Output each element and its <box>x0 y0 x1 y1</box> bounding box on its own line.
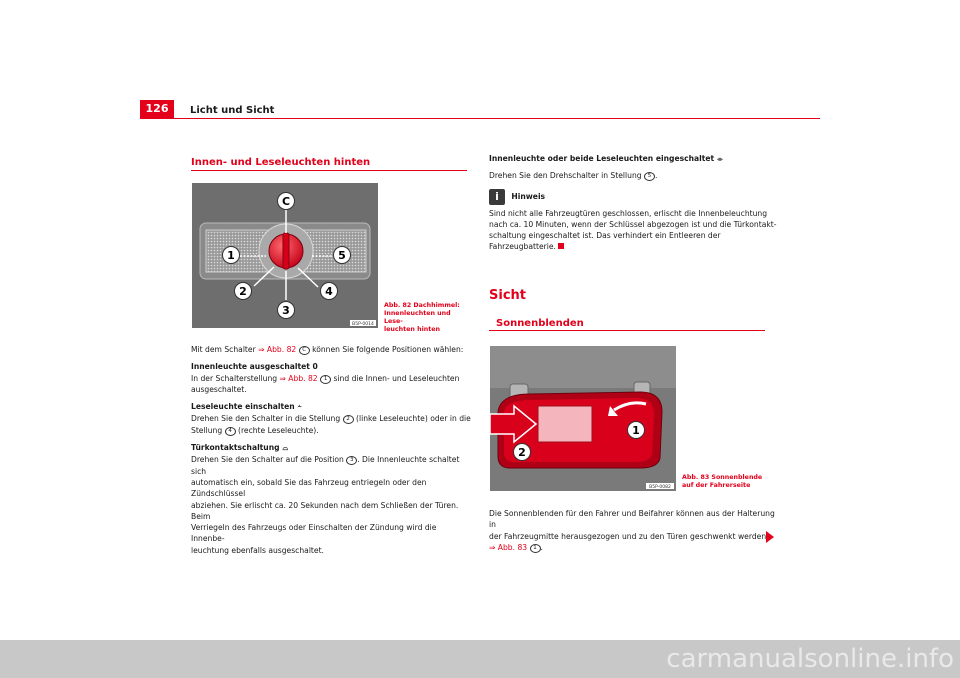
item3-body: Drehen Sie den Schalter auf die Position 3 . Die Innenleuchte schaltet sich automatisch ein, sobald Sie das Fahrzeug entriegeln oder den Zündschlüssel abziehen. Sie erlischt ca. 20 Sekunden nach dem Schließen der Türen. Beim Verriegeln des Fahrzeugs oder Einschalten der Zündung wird die Innenbe- leuchtung ebenfalls ausgeschaltet. <box>191 455 460 555</box>
door-contact-icon: ⌓ <box>282 444 289 453</box>
intro-text: Mit dem Schalter ⇒ Abb. 82 C können Sie folgende Positionen wählen: <box>191 345 464 354</box>
reading-light-icon: ⸞ <box>297 403 302 412</box>
figure-roof-lights <box>192 183 378 328</box>
figure-ref-link[interactable]: ⇒ Abb. 82 <box>279 373 318 383</box>
callout-4: 4 <box>325 285 333 298</box>
right-top-body <box>489 153 779 253</box>
callout-2: 2 <box>518 446 526 459</box>
note-heading: i Hinweis <box>489 189 779 205</box>
callout-3: 3 <box>282 304 290 317</box>
item2-body: Drehen Sie den Schalter in die Stellung 2 (linke Leseleuchte) oder in die Stellung 4 (rechte Leseleuchte). <box>191 414 471 435</box>
callout-C: C <box>281 195 291 208</box>
callout-5: 5 <box>338 249 346 262</box>
watermark: carmanualsonline.info <box>666 644 954 674</box>
info-icon: i <box>489 189 505 205</box>
figure-sun-visor <box>490 346 676 491</box>
end-marker-icon <box>558 243 564 249</box>
page-number: 126 <box>140 100 174 118</box>
section-title-sun-visors: Sonnenblenden <box>496 318 584 329</box>
header-rule <box>140 118 820 119</box>
item1-title: Innenleuchte ausgeschaltet 0 <box>191 362 318 372</box>
interior-light-icon: ⌯ <box>717 155 723 163</box>
item4-title: Innenleuchte oder beide Leseleuchten eingeschaltet ⌯ <box>489 153 779 165</box>
figure-ref-link[interactable]: ⇒ Abb. 83 <box>489 542 528 552</box>
code-C: C <box>299 346 310 355</box>
callout-1: 1 <box>632 424 640 437</box>
section-rule <box>191 170 467 171</box>
callout-2: 2 <box>239 285 247 298</box>
item3-title: Türkontaktschaltung ⌓ <box>191 442 471 454</box>
section-rule <box>489 330 765 331</box>
running-title: Licht und Sicht <box>190 105 275 116</box>
figure-ref-link[interactable]: ⇒ Abb. 82 <box>258 345 297 354</box>
figure-code: B5P-0014 <box>352 322 374 327</box>
item2-title: Leseleuchte einschalten ⸞ <box>191 401 471 413</box>
item1-body: In der Schalterstellung ⇒ Abb. 82 1 sind die Innen- und Leseleuchten ausgeschaltet. <box>191 373 460 394</box>
caption-abb-83: Abb. 83 Sonnenblende auf der Fahrerseite <box>682 474 763 489</box>
section-title-interior-lights: Innen- und Leseleuchten hinten <box>191 157 371 168</box>
chapter-title-sicht: Sicht <box>489 288 526 303</box>
next-page-arrow-icon[interactable] <box>766 531 774 543</box>
caption-abb-82: Abb. 82 Dachhimmel: Innenleuchten und Lese- leuchten hinten <box>384 302 460 333</box>
callout-1: 1 <box>227 249 235 262</box>
figure-code: B5P-0082 <box>649 485 671 490</box>
note-body: Sind nicht alle Fahrzeugtüren geschlossen, erlischt die Innenbeleuchtung nach ca. 10 Minuten, wenn der Schlüssel abgezogen ist und die Türkontakt- schaltung eingeschaltet ist. Das verhindert ein Entleeren der Fahrzeugbatterie. <box>489 208 777 252</box>
item4-body: Drehen Sie den Drehschalter in Stellung 5 . <box>489 171 658 181</box>
sun-visor-body: Die Sonnenblenden für den Fahrer und Beifahrer können aus der Halterung in der Fahrzeugmitte herausgezogen und zu den Türen geschwenkt werden ⇒ Abb. 83 1 . <box>489 509 775 552</box>
left-body <box>191 344 471 556</box>
